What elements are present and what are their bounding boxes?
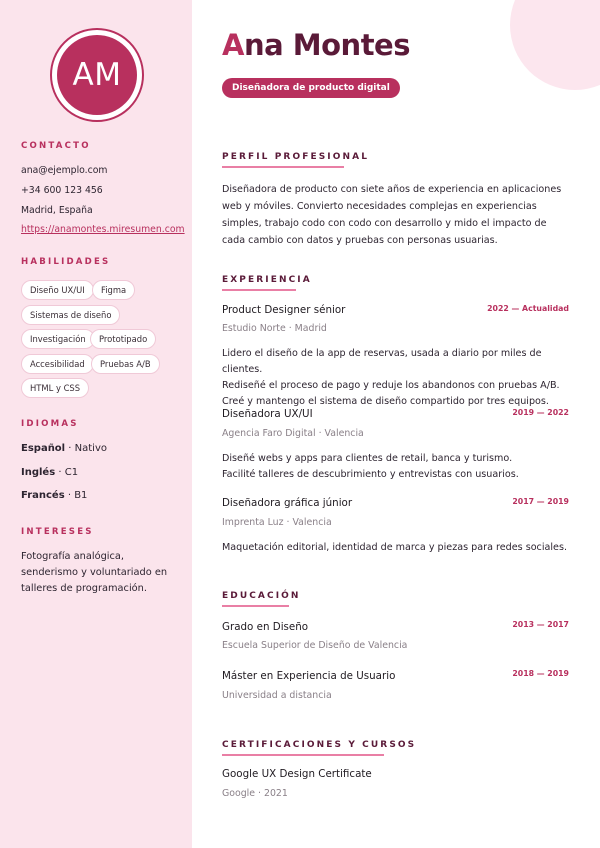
contact-phone: +34 600 123 456 [21,185,103,196]
job-org: Agencia Faro Digital · Valencia [222,428,364,439]
job-title-badge: Diseñadora de producto digital [222,78,400,98]
skill-chip: Diseño UX/UI [21,280,94,300]
education-degree: Máster en Experiencia de Usuario [222,670,396,682]
interests-text: Fotografía analógica, senderismo y voluntariado en talleres de programación. [21,551,168,594]
skill-chip: HTML y CSS [21,378,89,398]
candidate-name: Ana Montes [222,28,410,62]
skill-chip: Pruebas A/B [91,354,160,374]
language-item: Español · Nativo [21,443,107,454]
interests-heading: INTERESES [21,527,94,537]
education-dates: 2013 — 2017 [512,620,569,629]
job-description: Diseñé webs y apps para clientes de retail, banca y turismo. Facilité talleres de descubrimiento y entrevistas con usuarios. [222,453,519,480]
contact-heading: CONTACTO [21,141,91,151]
contact-email: ana@ejemplo.com [21,165,108,176]
skill-chip: Figma [92,280,135,300]
education-heading: EDUCACIÓN [222,591,301,601]
section-underline [222,166,344,168]
skill-chip: Investigación [21,329,95,349]
job-description: Maquetación editorial, identidad de marca y piezas para redes sociales. [222,542,567,553]
job-org: Imprenta Luz · Valencia [222,517,332,528]
avatar-initials: AM [57,35,137,115]
skills-heading: HABILIDADES [21,257,111,267]
language-item: Inglés · C1 [21,467,79,478]
job-role: Diseñadora UX/UI [222,408,313,420]
contact-location: Madrid, España [21,205,93,216]
skill-chip: Accesibilidad [21,354,94,374]
contact-website-link[interactable]: https://anamontes.miresumen.com [21,224,185,235]
certifications-heading: CERTIFICACIONES Y CURSOS [222,740,417,750]
education-degree: Grado en Diseño [222,621,309,633]
experience-heading: EXPERIENCIA [222,275,312,285]
job-dates: 2017 — 2019 [512,497,569,506]
certification-name: Google UX Design Certificate [222,768,372,780]
job-org: Estudio Norte · Madrid [222,323,327,334]
job-dates: 2022 — Actualidad [487,304,569,313]
job-description: Lidero el diseño de la app de reservas, usada a diario por miles de clientes. Rediseñé el proceso de pago y reduje los abandonos con pruebas A/B. Creé y mantengo el sistema de diseño compartido por tres equipos. [222,348,560,407]
job-dates: 2019 — 2022 [512,408,569,417]
avatar [50,28,144,122]
languages-heading: IDIOMAS [21,419,79,429]
education-dates: 2018 — 2019 [512,669,569,678]
main-content [192,0,600,848]
certification-issuer: Google · 2021 [222,788,288,799]
education-school: Escuela Superior de Diseño de Valencia [222,640,408,651]
job-role: Diseñadora gráfica júnior [222,497,353,509]
summary-text: Diseñadora de producto con siete años de experiencia en aplicaciones web y móviles. Convierto necesidades complejas en experiencias simples, trabajo codo con codo con desarrollo y mido el impacto de cada cambio con datos y pruebas con personas usuarias. [222,184,562,246]
education-school: Universidad a distancia [222,690,332,701]
job-role: Product Designer sénior [222,304,346,316]
decorative-circle [510,0,600,90]
section-underline [222,605,289,607]
section-underline [222,754,384,756]
skill-chip: Prototipado [90,329,156,349]
language-item: Francés · B1 [21,490,88,501]
section-underline [222,289,296,291]
skill-chip: Sistemas de diseño [21,305,120,325]
summary-heading: PERFIL PROFESIONAL [222,152,370,162]
sidebar [0,0,192,848]
